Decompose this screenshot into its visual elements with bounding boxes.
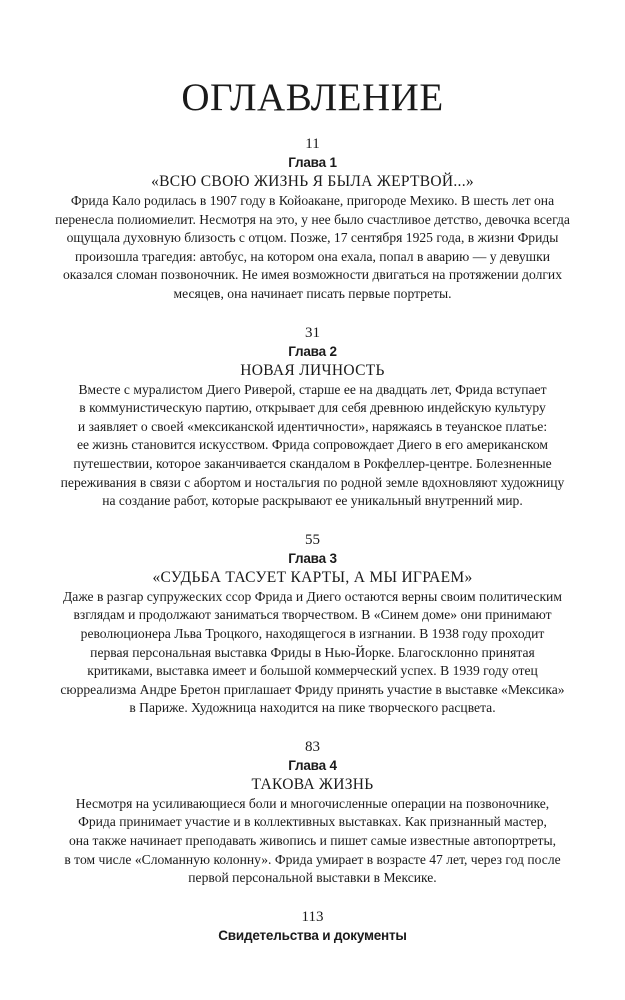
chapter-description	[30, 381, 595, 511]
description-line: критиками, выставка имеет и большой коммерческий успех. В 1939 году отец	[87, 663, 538, 679]
description-line: переживания в связи с абортом и ностальгия по родной земле вдохновляют художницу	[60, 474, 565, 490]
page-number: 83	[305, 738, 320, 755]
page-number: 55	[305, 531, 320, 548]
description-line: она также начинает преподавать живопись и пишет самые известные автопортреты,	[68, 833, 557, 849]
toc-entry-chapter-2	[30, 324, 595, 511]
chapter-label: Глава 2	[288, 343, 337, 359]
description-line: сюрреализма Андре Бретон приглашает Фриду принять участие в выставке «Мексика»	[60, 681, 565, 697]
description-line: первая персональная выставка Фриды в Нью-Йорке. Благосклонно принятая	[90, 644, 535, 660]
description-line: месяцев, она начинает писать первые портреты.	[173, 285, 452, 301]
chapter-description	[30, 192, 595, 304]
page-number: 113	[301, 908, 324, 925]
chapter-title: ТАКОВА ЖИЗНЬ	[251, 775, 374, 793]
toc-entries	[30, 135, 595, 945]
description-line: в том числе «Сломанную колонну». Фрида умирает в возрасте 47 лет, через год после	[64, 851, 561, 867]
page-title: ОГЛАВЛЕНИЕ	[181, 76, 444, 119]
description-line: в Париже. Художница находится на пике творческого расцвета.	[129, 700, 496, 716]
chapter-label: Глава 1	[288, 155, 337, 170]
description-line: Фрида Кало родилась в 1907 году в Койоакане, пригороде Мехико. В шесть лет она	[70, 193, 555, 208]
chapter-title: НОВАЯ ЛИЧНОСТЬ	[240, 361, 385, 379]
description-line: Вместе с муралистом Диего Риверой, старше ее на двадцать лет, Фрида вступает	[78, 381, 547, 397]
description-line: перенесла полиомиелит. Несмотря на это, у нее было счастливое детство, девочка всегда	[55, 211, 570, 227]
toc-entry-testimonies	[30, 908, 595, 945]
description-line: и заявляет о своей «мексиканской идентичности», наряжаясь в теуанское платье:	[77, 418, 548, 434]
description-line: Даже в разгар супружеских ссор Фрида и Диего остаются верны своим политическим	[63, 588, 562, 604]
chapter-label: Глава 4	[288, 757, 337, 773]
description-line: в коммунистическую партию, открывает для себя древнюю индейскую культуру	[79, 400, 546, 416]
toc-entry-chapter-1	[30, 135, 595, 304]
description-line: Фрида принимает участие и в коллективных выставках. Как признанный мастер,	[78, 814, 547, 830]
chapter-description	[30, 588, 595, 718]
description-line: ее жизнь становится искусством. Фрида сопровождает Диего в его американском	[76, 437, 549, 453]
chapter-description	[30, 795, 595, 888]
description-line: революционера Льва Троцкого, находящегося в изгнании. В 1938 году проходит	[80, 625, 545, 641]
chapter-title: «СУДЬБА ТАСУЕТ КАРТЫ, А МЫ ИГРАЕМ»	[152, 568, 473, 586]
description-line: на создание работ, которые раскрывают ее уникальный внутренний мир.	[102, 493, 523, 509]
description-line: оказался сломан позвоночник. Не имея возможности двигаться на протяжении долгих	[62, 267, 563, 283]
description-line: взглядам и продолжают заниматься творчеством. В «Синем доме» они принимают	[73, 607, 552, 623]
toc-entry-chapter-3	[30, 531, 595, 718]
section-label: Свидетельства и документы	[218, 927, 407, 943]
page-number: 31	[305, 324, 320, 341]
description-line: Несмотря на усиливающиеся боли и многочисленные операции на позвоночнике,	[75, 795, 550, 811]
chapter-label: Глава 3	[288, 550, 337, 566]
description-line: ощущала духовную близость с отцом. Позже, 17 сентября 1925 года, в жизни Фриды	[66, 230, 559, 246]
toc-entry-chapter-4	[30, 738, 595, 888]
description-line: первой персональной выставки в Мексике.	[188, 870, 437, 886]
chapter-title: «ВСЮ СВОЮ ЖИЗНЬ Я БЫЛА ЖЕРТВОЙ...»	[151, 173, 474, 190]
page-number: 11	[305, 136, 320, 152]
description-line: путешествии, которое заканчивается скандалом в Рокфеллер-центре. Болезненные	[73, 455, 552, 471]
description-line: произошла трагедия: автобус, на котором она ехала, попал в аварию — у девушки	[75, 248, 550, 264]
